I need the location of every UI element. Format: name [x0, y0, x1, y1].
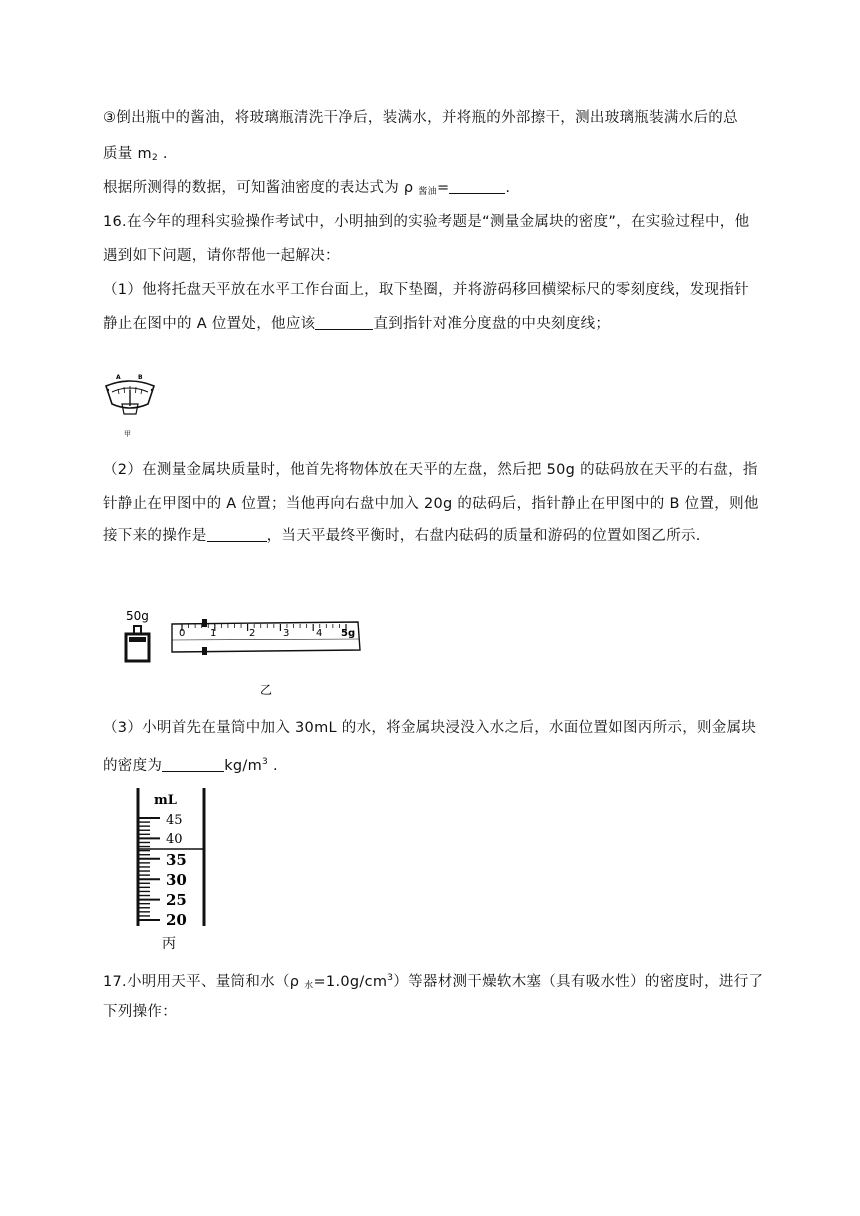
- q16-part1-line2: [103, 314, 610, 334]
- label-b: B: [138, 374, 143, 381]
- formula-blank[interactable]: [449, 179, 505, 194]
- tick-label-0: 0: [179, 628, 186, 639]
- rider-top: [202, 619, 207, 627]
- q17-text-c: ）等器材测干燥软木塞（具有吸水性）的密度时，进行了: [393, 974, 764, 990]
- level-label-20: 20: [166, 911, 187, 929]
- q16-line1: 16.在今年的理科实验操作考试中，小明抽到的实验考题是“测量金属块的密度”，在实验过程中，他: [103, 214, 750, 230]
- q16-part3-unit: kg/m: [224, 758, 263, 774]
- q16-part2-line3: [103, 526, 701, 546]
- tick-label-1: 1: [210, 628, 217, 639]
- tick-label-2: 2: [249, 628, 256, 639]
- level-label-45: 45: [166, 813, 183, 828]
- q16-part2-text-b: ，当天平最终平衡时，右盘内砝码的质量和游码的位置如图乙所示.: [266, 528, 701, 544]
- level-label-35: 35: [166, 851, 187, 869]
- q17-line1: [103, 968, 763, 996]
- tick-label-4: 4: [316, 628, 323, 639]
- unit-label: mL: [154, 793, 177, 808]
- label-a: A: [116, 374, 121, 381]
- q16-part3-line2: [103, 752, 278, 776]
- q16-part2-blank[interactable]: [207, 527, 267, 542]
- q16-part2-text-a: 接下来的操作是: [103, 528, 207, 544]
- level-label-25: 25: [166, 891, 187, 909]
- figure-yi: [120, 606, 380, 700]
- q17-sup: 3: [387, 973, 394, 983]
- item3-line1: ③倒出瓶中的酱油，将玻璃瓶清洗干净后，装满水，并将瓶的外部擦干，测出玻璃瓶装满水后的总: [103, 110, 738, 126]
- q16-part1-text-a: 静止在图中的 A 位置处，他应该: [103, 316, 316, 332]
- q16-part1-text-b: 直到指针对准分度盘的中央刻度线；: [373, 316, 611, 332]
- rider-bottom: [202, 647, 207, 655]
- rider-scale: [172, 619, 360, 655]
- q17-line2: 下列操作：: [103, 1004, 177, 1020]
- caption-bing: 丙: [162, 936, 176, 952]
- q16-part3-line1: （3）小明首先在量筒中加入 30mL 的水，将金属块浸没入水之后，水面位置如图丙所示，则金属块: [103, 720, 757, 736]
- q16-part3-text-a: 的密度为: [103, 758, 163, 774]
- formula-sub: 酱油: [418, 187, 437, 197]
- caption-yi: 乙: [260, 683, 273, 697]
- item3-line2: [103, 144, 168, 168]
- q16-part3-unit-sup: 3: [262, 757, 269, 767]
- q16-part1-line1: （1）他将托盘天平放在水平工作台面上，取下垫圈，并将游码移回横梁标尺的零刻度线，发现指针: [103, 282, 749, 298]
- formula-prefix: 根据所测得的数据，可知酱油密度的表达式为 ρ: [103, 180, 419, 196]
- q16-line2: 遇到如下问题，请你帮他一起解决：: [103, 248, 340, 264]
- formula-eq: =: [436, 180, 450, 196]
- q16-part3-end: .: [268, 758, 278, 774]
- level-label-30: 30: [166, 871, 187, 889]
- q17-text-b: =1.0g/cm: [313, 974, 388, 990]
- q16-part3-blank[interactable]: [162, 757, 224, 772]
- caption-jia: 甲: [124, 430, 131, 438]
- q17-text-a: 17.小明用天平、量筒和水（ρ: [103, 974, 305, 990]
- item3-mass-text: 质量 m: [103, 146, 152, 162]
- tick-label-3: 3: [283, 628, 290, 639]
- item3-line2-end: .: [157, 146, 168, 162]
- level-label-40: 40: [166, 832, 183, 847]
- q16-part1-blank[interactable]: [315, 315, 373, 330]
- weight-label: 50g: [126, 609, 149, 623]
- weight-icon: [126, 626, 149, 661]
- tick-label-5: 5g: [341, 628, 356, 639]
- figure-bing: [128, 784, 218, 954]
- formula-line: [103, 178, 510, 202]
- q16-part2-line2: 针静止在甲图中的 A 位置；当他再向右盘中加入 20g 的砝码后，指针静止在甲图中的 B 位置，则他: [103, 496, 759, 512]
- formula-end: .: [505, 180, 511, 196]
- q17-sub: 水: [304, 981, 314, 991]
- q16-part2-line1: （2）在测量金属块质量时，他首先将物体放在天平的左盘，然后把 50g 的砝码放在天平的右盘，指: [103, 462, 758, 478]
- item3-mass-sub: 2: [151, 153, 158, 163]
- figure-jia: [100, 368, 160, 440]
